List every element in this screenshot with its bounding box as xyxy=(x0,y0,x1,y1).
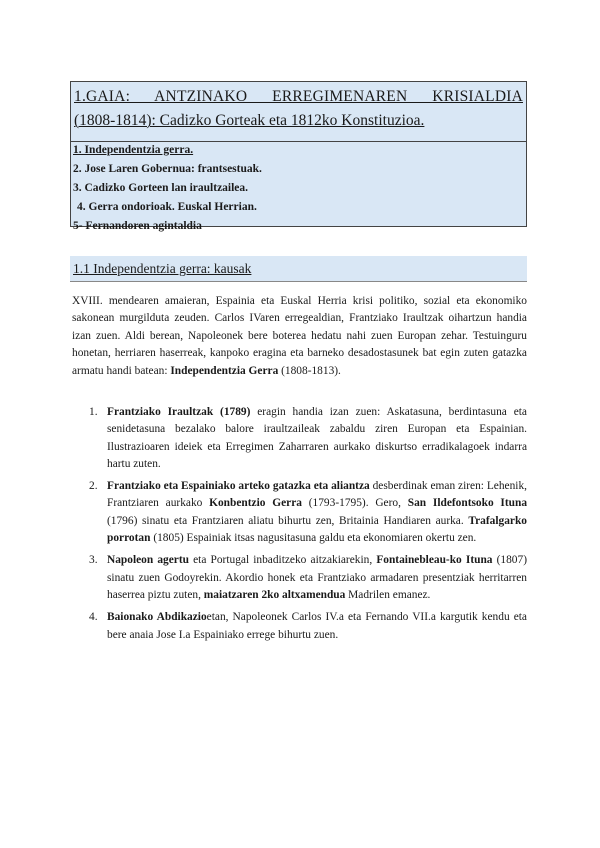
list-item-bold-text: maiatzaren 2ko altxamendua xyxy=(203,588,346,601)
list-item-bold-text: Baionako Abdikazio xyxy=(107,611,207,624)
list-item-bold-text: Napoleon agertu xyxy=(107,554,189,567)
section-heading xyxy=(70,256,527,282)
list-item-text: (1793-1795). Gero, xyxy=(301,497,408,510)
list-item-number: 2. xyxy=(89,480,98,493)
section-heading-text: 1.1 Independentzia gerra: kausak xyxy=(73,261,252,276)
list-item-text: etan, Napoleonek Carlos IV.a eta Fernando VII.a kargutik kendu eta bere anaia Jose I.a Espainiako errege bihurtu zuen. xyxy=(107,611,527,641)
toc-item-1: 1. Independentzia gerra. xyxy=(73,144,194,156)
list-item xyxy=(89,478,528,547)
list-item-text: eta Portugal inbaditzeko aitzakiarekin, xyxy=(188,554,377,567)
list-item-text: (1796) sinatu eta Frantziaren aliatu bihurtu zen, Britainia Handiaren aurka. xyxy=(107,514,469,527)
title-divider xyxy=(71,141,526,142)
title-box xyxy=(70,81,527,232)
list-item-text: desberdinak eman ziren: Lehenik, Frantziaren aurkako xyxy=(107,480,527,510)
list-item xyxy=(89,552,527,604)
list-item xyxy=(89,609,527,644)
list-item-bold-text: Frantziako Iraultzak (1789) xyxy=(107,406,251,418)
causes-list xyxy=(89,404,528,649)
list-item xyxy=(89,404,527,473)
list-item-bold-text: Frantziako eta Espainiako arteko gatazka eta aliantza xyxy=(107,480,370,493)
toc-item-4: 4. Gerra ondorioak. Euskal Herrian. xyxy=(77,201,257,213)
list-item-text: Madrilen emanez. xyxy=(345,588,431,601)
intro-text: XVIII. mendearen amaieran, Espainia eta Euskal Herria krisi politiko, sozial eta ekonomiko sakonean murgilduta zeuden. Carlos IVaren erregealdian, Frantziako Iraultzak oihartzun handia izan zuen. Aldi berean, Napoleonek bere boterea hedatu nahi zuen Europan zehar. Testuinguru honetan, herriaren haserreak, kanpoko eragina eta barneko desadostasunek bat egin zuten gatazka armatu handi batean: xyxy=(72,295,527,377)
list-item-bold-text: Trafalgarko porrotan xyxy=(107,514,527,545)
list-item-bold-text: San Ildefontsoko Ituna xyxy=(407,497,528,510)
list-item-bold-text: Fontainebleau-ko Ituna xyxy=(376,554,493,567)
list-item-number: 1. xyxy=(89,406,98,418)
list-item-text: eragin handia izan zuen: Askatasuna, berdintasuna eta senidetasuna bezalako balore iraultzaileak zabaldu ziren Europan eta Espainian. Ilustrazioaren ideiek eta Erregimen Zaharraren aurkako diskurtso erradikalagoek indarra hartu zuten. xyxy=(107,406,527,470)
toc-item-3: 3. Cadizko Gorteen lan iraultzailea. xyxy=(73,182,249,194)
list-item-number: 3. xyxy=(89,554,98,567)
intro-paragraph xyxy=(72,293,527,380)
intro-tail: (1808-1813). xyxy=(278,364,341,377)
list-item-text: (1807) sinatu zuen Godoyrekin. Akordio honek eta Frantziako armadaren presentziak herritarren haserrea piztu zuten, xyxy=(107,554,527,601)
toc-item-5: 5- Fernandoren agintaldia xyxy=(73,220,202,232)
title-line-1: 1.GAIA: ANTZINAKO ERREGIMENAREN KRISIALDIA xyxy=(74,88,523,105)
list-item-number: 4. xyxy=(89,611,98,624)
title-line-2: (1808-1814): Cadizko Gorteak eta 1812ko Konstituzioa. xyxy=(74,112,425,129)
intro-bold: Independentzia Gerra xyxy=(170,364,279,377)
toc-item-2: 2. Jose Laren Gobernua: frantsestuak. xyxy=(73,163,262,175)
list-item-bold-text: Konbentzio Gerra xyxy=(209,497,302,510)
list-item-text: (1805) Espainiak itsas nagusitasuna galdu eta ekonomiaren okertu zen. xyxy=(150,532,477,545)
